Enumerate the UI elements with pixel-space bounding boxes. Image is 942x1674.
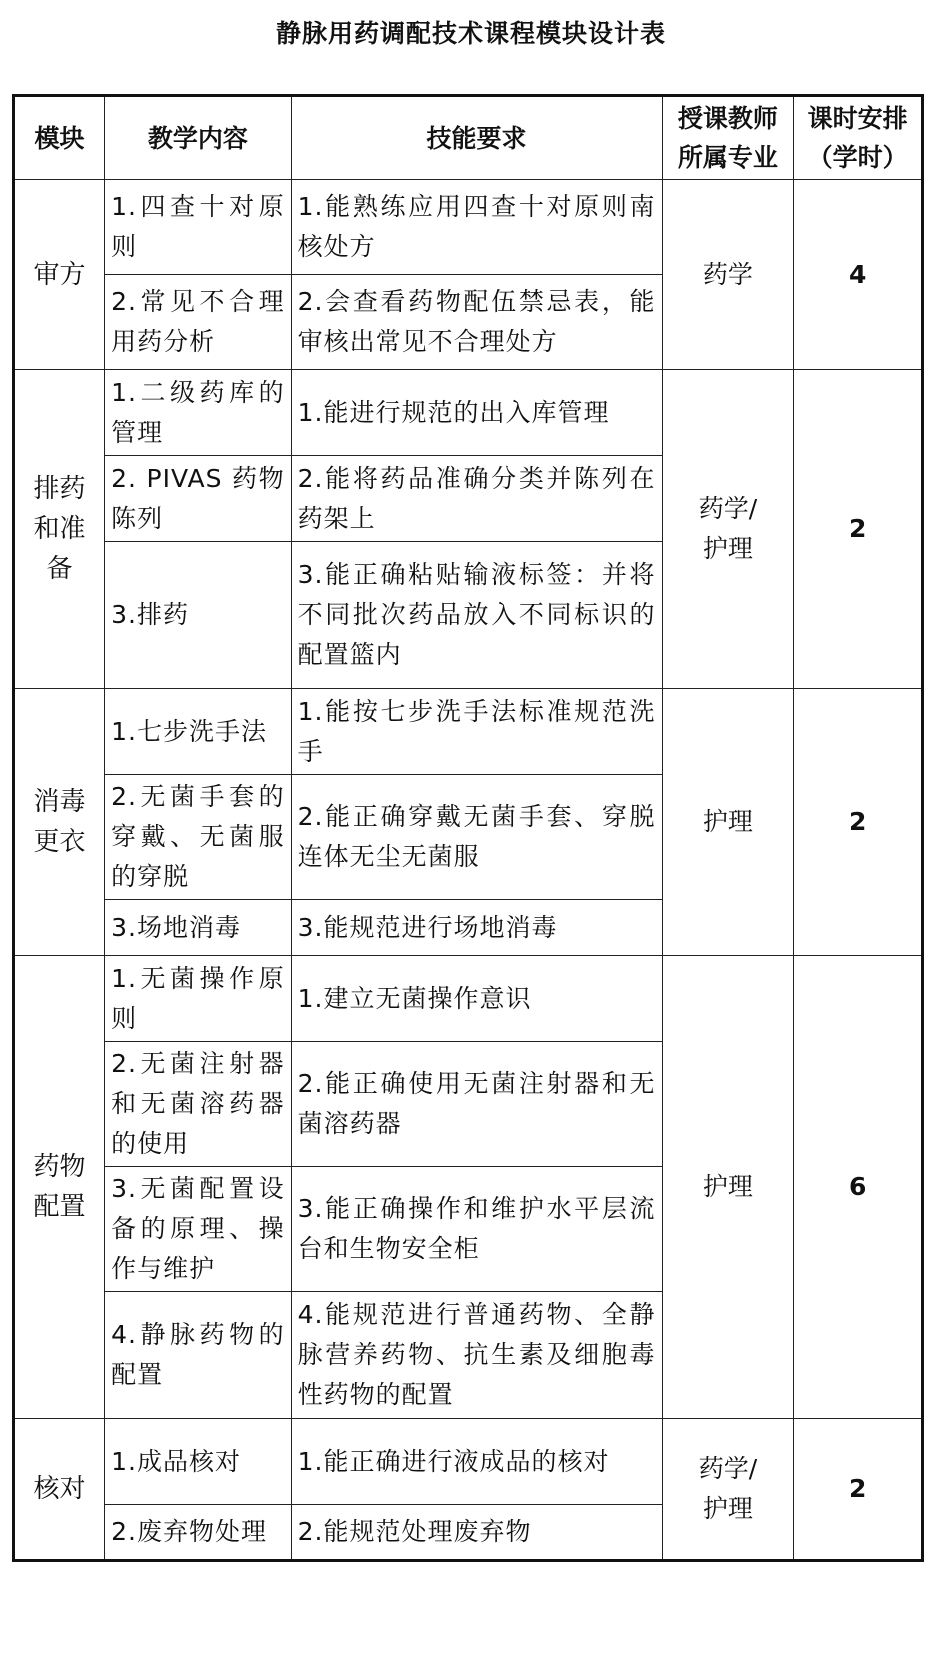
- header-hours: 课时安排（学时）: [794, 96, 923, 180]
- content-cell: 1.二级药库的管理: [105, 370, 292, 456]
- content-cell: 2.无菌手套的穿戴、无菌服的穿脱: [105, 775, 292, 900]
- header-content: 教学内容: [105, 96, 292, 180]
- content-cell: 2. PIVAS 药物陈列: [105, 456, 292, 542]
- teacher-cell: 药学/护理: [662, 370, 794, 689]
- skill-cell: 3.能规范进行场地消毒: [291, 900, 662, 956]
- module-name: 核对: [14, 1419, 105, 1561]
- hours-cell: 2: [794, 1419, 923, 1561]
- table-row: [14, 180, 923, 275]
- skill-cell: 1.能按七步洗手法标准规范洗手: [291, 689, 662, 775]
- teacher-cell: 药学/护理: [662, 1419, 794, 1561]
- content-cell: 1.无菌操作原则: [105, 956, 292, 1042]
- hours-cell: 6: [794, 956, 923, 1419]
- skill-cell: 3.能正确粘贴输液标签：并将不同批次药品放入不同标识的配置篮内: [291, 542, 662, 689]
- content-cell: 3.无菌配置设备的原理、操作与维护: [105, 1167, 292, 1292]
- skill-cell: 1.建立无菌操作意识: [291, 956, 662, 1042]
- header-module: 模块: [14, 96, 105, 180]
- skill-cell: 2.能将药品准确分类并陈列在药架上: [291, 456, 662, 542]
- skill-cell: 1.能进行规范的出入库管理: [291, 370, 662, 456]
- skill-cell: 2.会查看药物配伍禁忌表，能审核出常见不合理处方: [291, 275, 662, 370]
- content-cell: 3.场地消毒: [105, 900, 292, 956]
- content-cell: 1.七步洗手法: [105, 689, 292, 775]
- header-skill: 技能要求: [291, 96, 662, 180]
- content-cell: 1.四查十对原则: [105, 180, 292, 275]
- module-name: 药物配置: [14, 956, 105, 1419]
- module-name: 审方: [14, 180, 105, 370]
- teacher-cell: 护理: [662, 956, 794, 1419]
- header-row: [14, 96, 923, 180]
- hours-cell: 2: [794, 689, 923, 956]
- skill-cell: 3.能正确操作和维护水平层流台和生物安全柜: [291, 1167, 662, 1292]
- skill-cell: 2.能正确穿戴无菌手套、穿脱连体无尘无菌服: [291, 775, 662, 900]
- page-title: 静脉用药调配技术课程模块设计表: [275, 19, 666, 48]
- hours-cell: 4: [794, 180, 923, 370]
- skill-cell: 4.能规范进行普通药物、全静脉营养药物、抗生素及细胞毒性药物的配置: [291, 1292, 662, 1419]
- content-cell: 2.废弃物处理: [105, 1505, 292, 1561]
- module-name: 消毒更衣: [14, 689, 105, 956]
- teacher-cell: 护理: [662, 689, 794, 956]
- header-teacher: 授课教师所属专业: [662, 96, 794, 180]
- table-row: [14, 956, 923, 1042]
- content-cell: 2.常见不合理用药分析: [105, 275, 292, 370]
- skill-cell: 2.能正确使用无菌注射器和无菌溶药器: [291, 1042, 662, 1167]
- skill-cell: 2.能规范处理废弃物: [291, 1505, 662, 1561]
- module-name: 排药和准备: [14, 370, 105, 689]
- table-row: [14, 370, 923, 456]
- table-row: [14, 689, 923, 775]
- table-row: [14, 1419, 923, 1505]
- content-cell: 4.静脉药物的配置: [105, 1292, 292, 1419]
- course-module-table: [12, 94, 924, 1562]
- content-cell: 1.成品核对: [105, 1419, 292, 1505]
- skill-cell: 1.能熟练应用四查十对原则南核处方: [291, 180, 662, 275]
- skill-cell: 1.能正确进行液成品的核对: [291, 1419, 662, 1505]
- teacher-cell: 药学: [662, 180, 794, 370]
- content-cell: 3.排药: [105, 542, 292, 689]
- content-cell: 2.无菌注射器和无菌溶药器的使用: [105, 1042, 292, 1167]
- hours-cell: 2: [794, 370, 923, 689]
